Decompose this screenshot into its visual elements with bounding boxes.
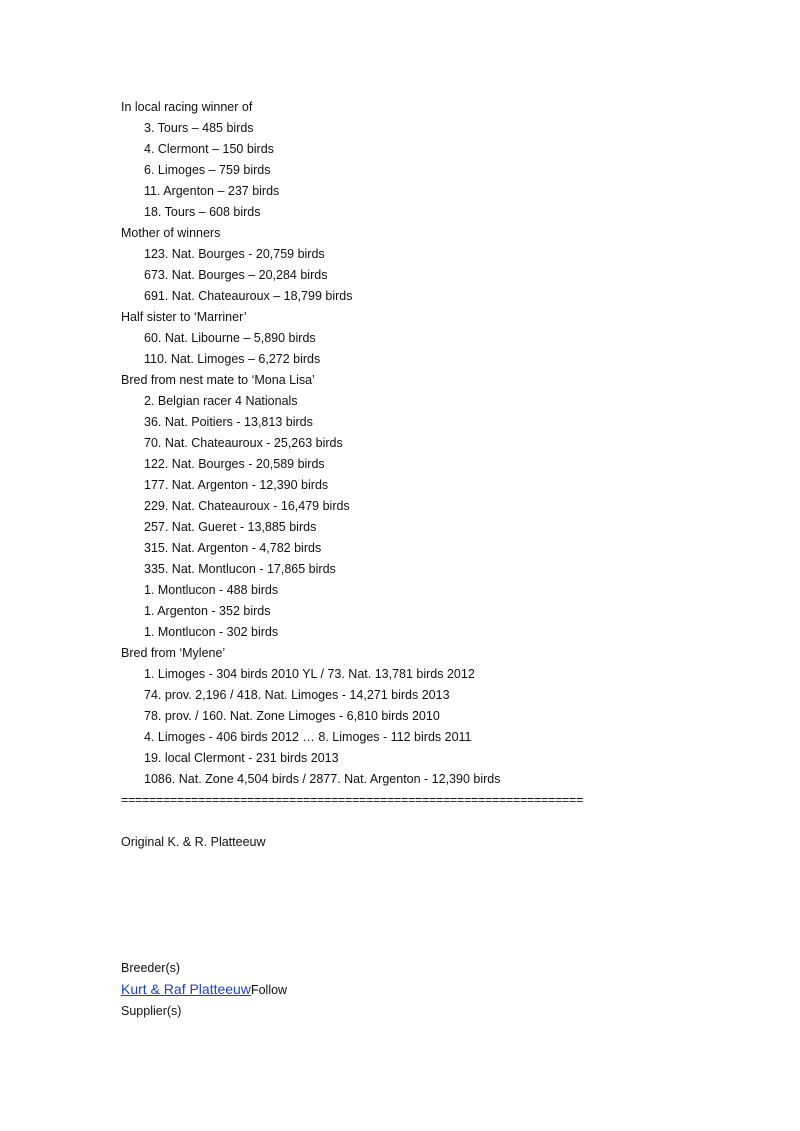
list-item: 1. Limoges - 304 birds 2010 YL / 73. Nat. 13,781 birds 2012 [144, 667, 475, 681]
achievements-list [121, 97, 761, 790]
list-item: 257. Nat. Gueret - 13,885 birds [144, 520, 317, 534]
list-item: 1. Argenton - 352 birds [144, 604, 271, 618]
original-note: Original K. & R. Platteeuw [121, 835, 266, 849]
list-item: 691. Nat. Chateauroux – 18,799 birds [144, 289, 353, 303]
list-item: 1086. Nat. Zone 4,504 birds / 2877. Nat. Argenton - 12,390 birds [144, 772, 501, 786]
list-item: 315. Nat. Argenton - 4,782 birds [144, 541, 322, 555]
list-item: 4. Clermont – 150 birds [144, 142, 274, 156]
list-item: 177. Nat. Argenton - 12,390 birds [144, 478, 329, 492]
follow-button[interactable]: Follow [250, 983, 288, 997]
list-item: 78. prov. / 160. Nat. Zone Limoges - 6,810 birds 2010 [144, 709, 440, 723]
list-item: 74. prov. 2,196 / 418. Nat. Limoges - 14,271 birds 2013 [144, 688, 450, 702]
breeder-link[interactable]: Kurt & Raf Platteeuw [121, 981, 251, 997]
list-item: 2. Belgian racer 4 Nationals [144, 394, 298, 408]
supplier-label: Supplier(s) [121, 1004, 182, 1018]
list-item: 3. Tours – 485 birds [144, 121, 254, 135]
list-item: 123. Nat. Bourges - 20,759 birds [144, 247, 325, 261]
list-item: 36. Nat. Poitiers - 13,813 birds [144, 415, 313, 429]
list-item: 4. Limoges - 406 birds 2012 … 8. Limoges - 112 birds 2011 [144, 730, 472, 744]
section-heading: Bred from ‘Mylene’ [121, 646, 226, 660]
list-item: 110. Nat. Limoges – 6,272 birds [144, 352, 321, 366]
section-heading: In local racing winner of [121, 100, 253, 114]
list-item: 229. Nat. Chateauroux - 16,479 birds [144, 499, 350, 513]
list-item: 122. Nat. Bourges - 20,589 birds [144, 457, 325, 471]
list-item: 335. Nat. Montlucon - 17,865 birds [144, 562, 336, 576]
list-item: 70. Nat. Chateauroux - 25,263 birds [144, 436, 343, 450]
section-heading: Bred from nest mate to ‘Mona Lisa’ [121, 373, 315, 387]
section-heading: Half sister to ‘Marriner’ [121, 310, 247, 324]
separator-line: ================================================================== [121, 793, 583, 807]
list-item: 1. Montlucon - 302 birds [144, 625, 279, 639]
list-item: 18. Tours – 608 birds [144, 205, 261, 219]
list-item: 19. local Clermont - 231 birds 2013 [144, 751, 339, 765]
list-item: 1. Montlucon - 488 birds [144, 583, 279, 597]
list-item: 60. Nat. Libourne – 5,890 birds [144, 331, 316, 345]
spacer [121, 853, 761, 958]
list-item: 6. Limoges – 759 birds [144, 163, 271, 177]
list-item: 11. Argenton – 237 birds [144, 184, 280, 198]
document-page [121, 97, 761, 1022]
breeder-row [121, 979, 761, 1001]
list-item: 673. Nat. Bourges – 20,284 birds [144, 268, 328, 282]
breeder-label: Breeder(s) [121, 961, 181, 975]
section-heading: Mother of winners [121, 226, 221, 240]
spacer [121, 811, 761, 832]
